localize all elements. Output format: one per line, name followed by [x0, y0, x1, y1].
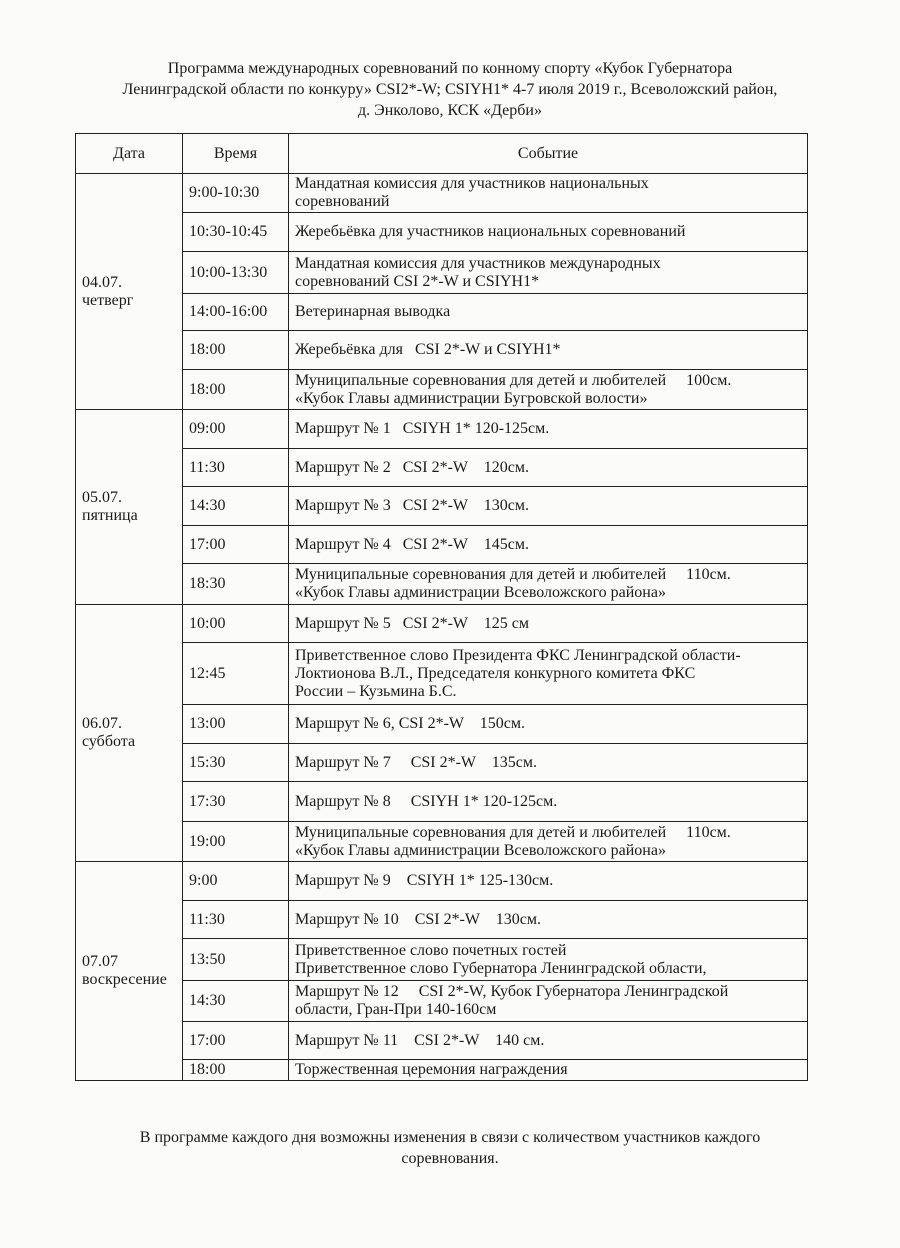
time-cell: 17:00 [183, 1022, 289, 1060]
schedule-table [75, 133, 808, 1081]
table-row [76, 705, 808, 744]
day-weekday: суббота [82, 733, 136, 750]
event-cell [289, 901, 808, 939]
footnote-line-1: В программе каждого дня возможны изменения в связи с количеством участников каждого [139, 1129, 761, 1146]
time-cell: 15:30 [183, 744, 289, 782]
table-row [76, 410, 808, 449]
event-cell [289, 862, 808, 901]
event-line: Приветственное слово почетных гостей [295, 941, 567, 959]
time-cell: 10:30-10:45 [183, 213, 289, 252]
event-line: Приветственное слово Губернатора Ленинградской области, [295, 959, 707, 977]
table-row [76, 782, 808, 822]
table-row [76, 862, 808, 901]
event-line: Муниципальные соревнования для детей и любителей 110см. [295, 566, 731, 583]
table-row [76, 1022, 808, 1060]
table-row [76, 526, 808, 564]
event-cell [289, 981, 808, 1022]
title-line-1: Программа международных соревнований по конному спорту «Кубок Губернатора [167, 60, 733, 77]
event-line: Локтионова В.Л., Председателя конкурного комитета ФКС [295, 664, 696, 682]
footnote-line-2: соревнования. [401, 1150, 499, 1167]
event-line: Ветеринарная выводка [295, 303, 451, 320]
time-cell: 18:30 [183, 564, 289, 605]
time-cell: 12:45 [183, 643, 289, 705]
event-cell [289, 705, 808, 744]
event-line: соревнований CSI 2*-W и CSIYH1* [295, 272, 540, 290]
time-cell: 18:00 [183, 331, 289, 370]
table-row [76, 744, 808, 782]
day-date-cell [76, 410, 183, 605]
day-weekday: воскресение [82, 971, 167, 988]
event-line: области, Гран-При 140-160см [295, 1001, 497, 1018]
day-date: 05.07. [82, 489, 122, 506]
table-row [76, 939, 808, 981]
event-line: Жеребьёвка для CSI 2*-W и CSIYH1* [295, 341, 561, 358]
time-cell: 11:30 [183, 901, 289, 939]
event-line: «Кубок Главы администрации Бугровской волости» [295, 389, 648, 407]
table-row [76, 487, 808, 526]
event-cell [289, 174, 808, 213]
title-line-3: д. Энколово, КСК «Дерби» [358, 102, 542, 119]
day-date: 06.07. [82, 715, 122, 732]
day-weekday: четверг [82, 291, 134, 309]
day-date-cell [76, 605, 183, 862]
time-cell: 17:00 [183, 526, 289, 564]
event-line: Маршрут № 3 CSI 2*-W 130см. [295, 497, 529, 514]
header-event: Событие [289, 134, 808, 174]
event-cell [289, 822, 808, 862]
event-line: Маршрут № 7 CSI 2*-W 135см. [295, 753, 537, 771]
table-header-row [76, 134, 808, 174]
time-cell: 14:00-16:00 [183, 294, 289, 331]
time-cell: 14:30 [183, 981, 289, 1022]
table-row [76, 252, 808, 294]
table-row [76, 564, 808, 605]
event-line: соревнований [295, 193, 390, 210]
table-row [76, 174, 808, 213]
time-cell: 10:00-13:30 [183, 252, 289, 294]
event-line: Маршрут № 9 CSIYH 1* 125-130см. [295, 872, 554, 889]
footnote [70, 1127, 830, 1169]
event-line: Маршрут № 10 CSI 2*-W 130см. [295, 910, 541, 928]
time-cell: 17:30 [183, 782, 289, 822]
event-cell [289, 744, 808, 782]
event-line: Маршрут № 1 CSIYH 1* 120-125см. [295, 420, 550, 437]
event-line: Маршрут № 11 CSI 2*-W 140 см. [295, 1031, 545, 1049]
event-cell [289, 782, 808, 822]
time-cell: 14:30 [183, 487, 289, 526]
table-row [76, 1060, 808, 1081]
event-line: Маршрут № 8 CSIYH 1* 120-125см. [295, 792, 558, 810]
event-cell [289, 252, 808, 294]
time-cell: 9:00-10:30 [183, 174, 289, 213]
event-cell [289, 370, 808, 410]
table-row [76, 449, 808, 487]
time-cell: 10:00 [183, 605, 289, 643]
table-row [76, 331, 808, 370]
table-row [76, 605, 808, 643]
event-line: Приветственное слово Президента ФКС Ленинградской области- [295, 646, 741, 664]
event-cell [289, 213, 808, 252]
event-cell [289, 294, 808, 331]
day-date: 07.07 [82, 953, 118, 970]
event-line: Муниципальные соревнования для детей и любителей 110см. [295, 823, 731, 841]
table-row [76, 643, 808, 705]
day-date: 04.07. [82, 273, 122, 291]
event-line: России – Кузьмина Б.С. [295, 682, 457, 700]
event-cell [289, 410, 808, 449]
event-cell [289, 643, 808, 705]
event-line: «Кубок Главы администрации Всеволожского района» [295, 584, 666, 601]
title-line-2: Ленинградской области по конкуру» CSI2*-W; CSIYH1* 4-7 июля 2019 г., Всеволожский район, [122, 81, 778, 98]
time-cell: 13:50 [183, 939, 289, 981]
event-cell [289, 526, 808, 564]
table-row [76, 901, 808, 939]
time-cell: 09:00 [183, 410, 289, 449]
event-cell [289, 487, 808, 526]
time-cell: 18:00 [183, 1060, 289, 1081]
header-date: Дата [76, 134, 183, 174]
time-cell: 19:00 [183, 822, 289, 862]
table-row [76, 370, 808, 410]
event-line: Мандатная комиссия для участников национальных [295, 175, 649, 192]
event-cell [289, 331, 808, 370]
event-line: Маршрут № 4 CSI 2*-W 145см. [295, 535, 529, 553]
document-title [60, 58, 840, 121]
day-date-cell [76, 862, 183, 1081]
event-cell [289, 939, 808, 981]
time-cell: 13:00 [183, 705, 289, 744]
table-row [76, 213, 808, 252]
time-cell: 11:30 [183, 449, 289, 487]
event-cell [289, 564, 808, 605]
event-line: Маршрут № 5 CSI 2*-W 125 см [295, 614, 529, 632]
time-cell: 9:00 [183, 862, 289, 901]
event-line: Жеребьёвка для участников национальных соревнований [295, 223, 686, 240]
event-line: Маршрут № 12 CSI 2*-W, Кубок Губернатора Ленинградской [295, 983, 729, 1000]
event-line: Мандатная комиссия для участников международных [295, 254, 661, 272]
table-row [76, 294, 808, 331]
event-cell [289, 1060, 808, 1081]
event-cell [289, 605, 808, 643]
table-row [76, 822, 808, 862]
time-cell: 18:00 [183, 370, 289, 410]
schedule-body [76, 174, 808, 1081]
table-row [76, 981, 808, 1022]
day-weekday: пятница [82, 507, 138, 524]
event-line: «Кубок Главы администрации Всеволожского района» [295, 841, 666, 859]
event-line: Муниципальные соревнования для детей и любителей 100см. [295, 371, 732, 389]
day-date-cell [76, 174, 183, 410]
header-time: Время [183, 134, 289, 174]
event-cell [289, 449, 808, 487]
event-cell [289, 1022, 808, 1060]
event-line: Торжественная церемония награждения [295, 1061, 568, 1078]
event-line: Маршрут № 6, CSI 2*-W 150см. [295, 715, 525, 732]
event-line: Маршрут № 2 CSI 2*-W 120см. [295, 458, 529, 476]
